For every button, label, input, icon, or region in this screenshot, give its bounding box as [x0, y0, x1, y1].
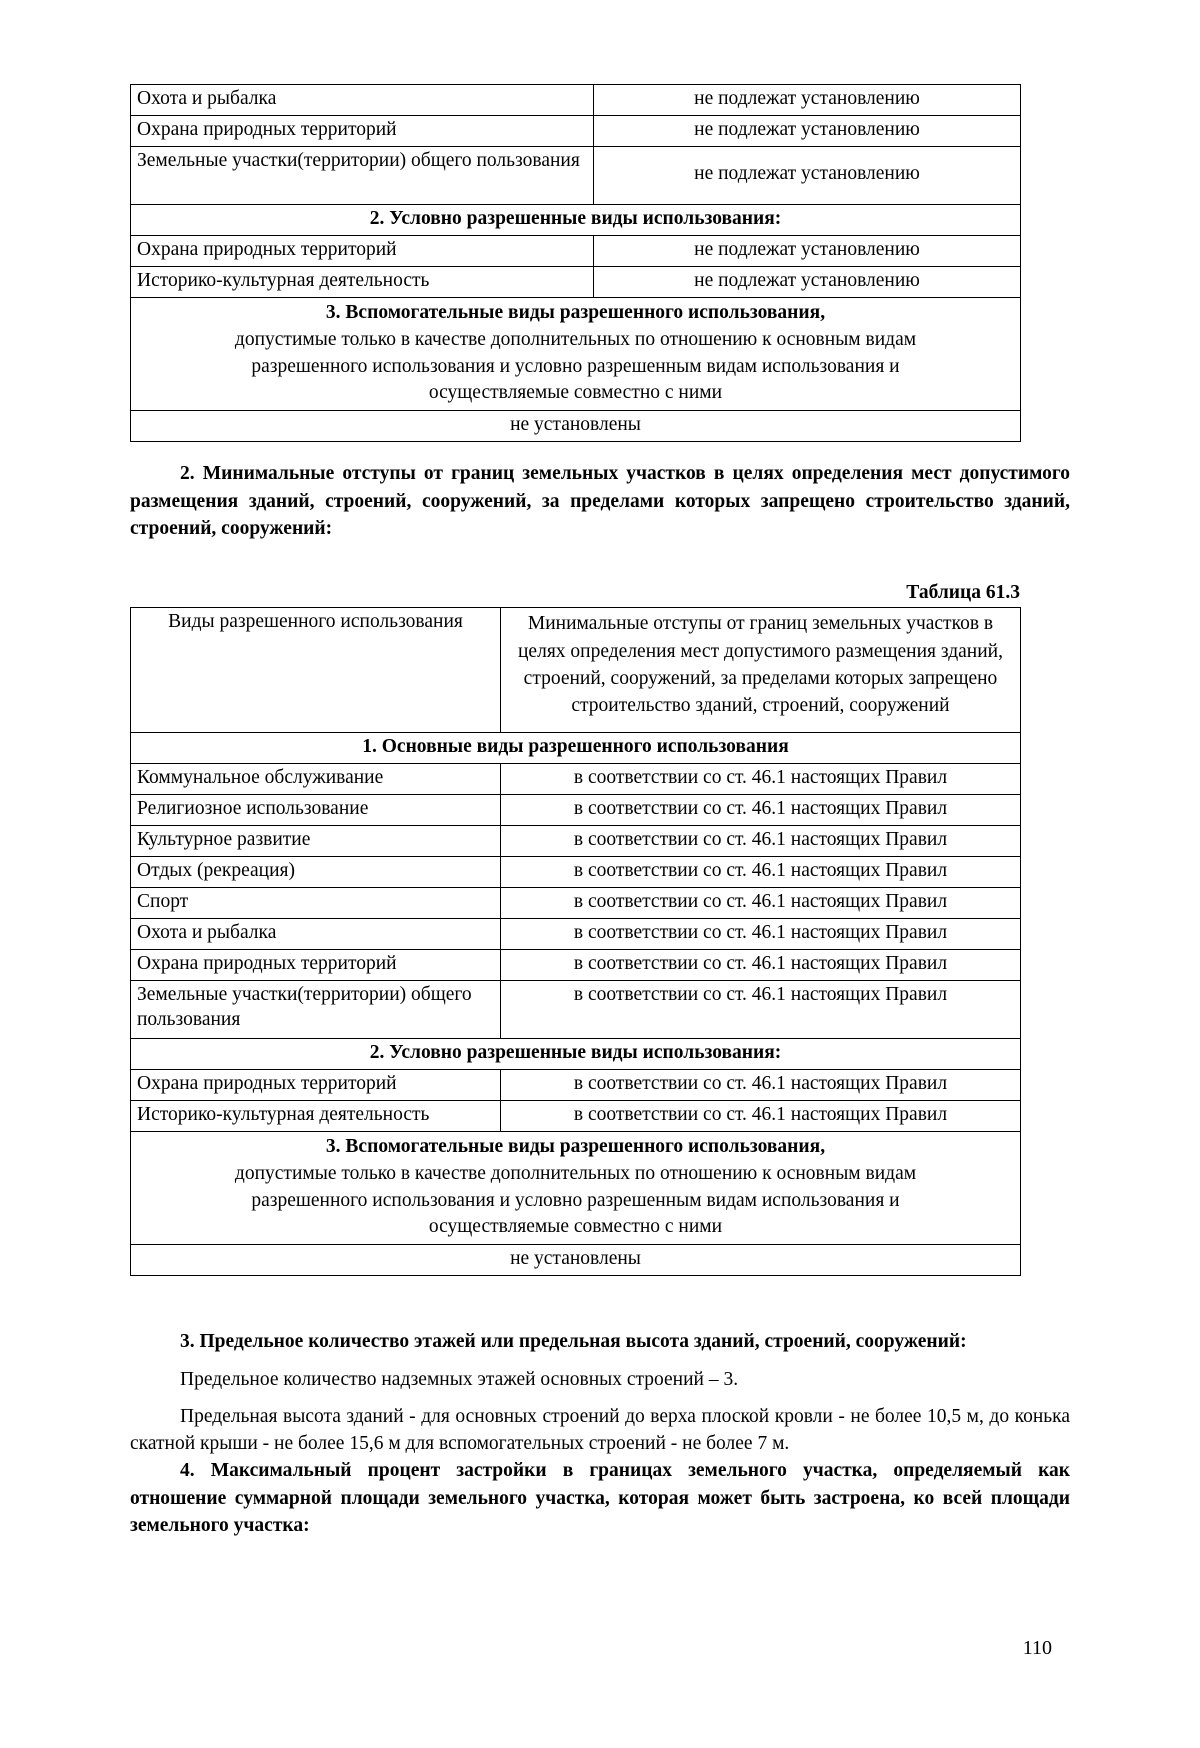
- use-type-cell: Охота и рыбалка: [131, 918, 501, 949]
- use-type-cell: Охрана природных территорий: [131, 949, 501, 980]
- table-row: [131, 1069, 1021, 1100]
- paragraph-text: 4. Максимальный процент застройки в границах земельного участка, определяемый как отношение суммарной площади земельного участка, которая может быть застроена, ко всей площади земельного участка:: [130, 1460, 1070, 1537]
- table-row: [131, 85, 1021, 116]
- use-type-cell: Спорт: [131, 888, 501, 919]
- table-row: [131, 949, 1021, 980]
- paragraph-text: 3. Предельное количество этажей или предельная высота зданий, строений, сооружений:: [180, 1331, 967, 1353]
- use-type-cell: Охота и рыбалка: [131, 85, 594, 116]
- use-value-cell: в соответствии со ст. 46.1 настоящих Правил: [501, 795, 1021, 826]
- table-row: [131, 795, 1021, 826]
- table-row: [131, 1245, 1021, 1276]
- table-header-row: [131, 608, 1021, 733]
- column-header-use-type: Виды разрешенного использования: [131, 608, 501, 733]
- auxiliary-value: не установлены: [131, 1245, 1021, 1276]
- paragraph-text: Предельная высота зданий - для основных строений до верха плоской кровли - не более 10,5 м, до конька скатной крыши - не более 15,6 м для вспомогательных строений - не более 7 м.: [130, 1405, 1070, 1455]
- use-value-cell: в соответствии со ст. 46.1 настоящих Правил: [501, 888, 1021, 919]
- auxiliary-title: 3. Вспомогательные виды разрешенного использования,: [325, 301, 826, 323]
- table-row: [131, 266, 1021, 297]
- auxiliary-value: не установлены: [131, 411, 1021, 442]
- auxiliary-line: разрешенного использования и условно разрешенным видам использования и: [251, 355, 900, 377]
- table-row: [131, 980, 1021, 1038]
- table-row: [131, 235, 1021, 266]
- use-type-cell: Охрана природных территорий: [131, 235, 594, 266]
- use-type-cell: Коммунальное обслуживание: [131, 764, 501, 795]
- table-caption-61-3: Таблица 61.3: [906, 582, 1020, 604]
- auxiliary-line: допустимые только в качестве дополнительных по отношению к основным видам: [234, 1162, 917, 1184]
- table-section-row: [131, 204, 1021, 235]
- table-row: [131, 764, 1021, 795]
- use-value-cell: в соответствии со ст. 46.1 настоящих Правил: [501, 918, 1021, 949]
- use-type-cell: Культурное развитие: [131, 826, 501, 857]
- use-type-cell: Отдых (рекреация): [131, 857, 501, 888]
- auxiliary-line: разрешенного использования и условно разрешенным видам использования и: [251, 1189, 900, 1211]
- table-row: [131, 857, 1021, 888]
- use-value-cell: в соответствии со ст. 46.1 настоящих Правил: [501, 764, 1021, 795]
- table-row: [131, 1100, 1021, 1131]
- use-value-cell: в соответствии со ст. 46.1 настоящих Правил: [501, 826, 1021, 857]
- table-section-row: [131, 1131, 1021, 1245]
- section-heading-conditional: 2. Условно разрешенные виды использования:: [131, 204, 1021, 235]
- use-value-cell: не подлежат установлению: [594, 85, 1021, 116]
- section-heading-auxiliary: [131, 297, 1021, 411]
- use-value-cell: в соответствии со ст. 46.1 настоящих Правил: [501, 857, 1021, 888]
- page-number: 110: [1022, 1637, 1052, 1659]
- use-type-cell: Земельные участки(территории) общего пользования: [131, 980, 501, 1038]
- section-heading-auxiliary: [131, 1131, 1021, 1245]
- auxiliary-line: осуществляемые совместно с ними: [428, 1216, 723, 1238]
- table-row: [131, 115, 1021, 146]
- table-row: [131, 146, 1021, 204]
- paragraph-max-coverage-title: [130, 1457, 1070, 1539]
- table-section-row: [131, 297, 1021, 411]
- paragraph-max-height-body: [130, 1403, 1070, 1458]
- table-row: [131, 411, 1021, 442]
- use-value-cell: не подлежат установлению: [594, 115, 1021, 146]
- use-type-cell: Историко-культурная деятельность: [131, 266, 594, 297]
- paragraph-max-floors-body: [130, 1366, 1070, 1393]
- minimum-setbacks-table: [130, 607, 1021, 1276]
- paragraph-minimum-setbacks: [130, 460, 1070, 542]
- use-value-cell: не подлежат установлению: [594, 146, 1021, 204]
- use-type-cell: Охрана природных территорий: [131, 115, 594, 146]
- table-row: [131, 918, 1021, 949]
- use-value-cell: не подлежат установлению: [594, 235, 1021, 266]
- use-value-cell: в соответствии со ст. 46.1 настоящих Правил: [501, 949, 1021, 980]
- use-value-cell: в соответствии со ст. 46.1 настоящих Правил: [501, 1100, 1021, 1131]
- auxiliary-line: осуществляемые совместно с ними: [428, 382, 723, 404]
- auxiliary-line: допустимые только в качестве дополнительных по отношению к основным видам: [234, 328, 917, 350]
- table-row: [131, 826, 1021, 857]
- paragraph-max-floors-title: [130, 1328, 1070, 1355]
- table-row: [131, 888, 1021, 919]
- use-type-cell: Земельные участки(территории) общего пользования: [131, 146, 594, 204]
- use-type-cell: Религиозное использование: [131, 795, 501, 826]
- use-value-cell: в соответствии со ст. 46.1 настоящих Правил: [501, 980, 1021, 1038]
- table-section-row: [131, 1038, 1021, 1069]
- use-value-cell: не подлежат установлению: [594, 266, 1021, 297]
- paragraph-text: 2. Минимальные отступы от границ земельных участков в целях определения мест допустимого размещения зданий, строений, сооружений, за пределами которых запрещено строительство зданий, строений, сооружений:: [130, 463, 1070, 539]
- use-type-cell: Историко-культурная деятельность: [131, 1100, 501, 1131]
- section-heading-conditional: 2. Условно разрешенные виды использования:: [131, 1038, 1021, 1069]
- table-section-row: [131, 733, 1021, 764]
- use-type-cell: Охрана природных территорий: [131, 1069, 501, 1100]
- permitted-uses-table-continued: [130, 84, 1021, 442]
- use-value-cell: в соответствии со ст. 46.1 настоящих Правил: [501, 1069, 1021, 1100]
- paragraph-text: Предельное количество надземных этажей основных строений – 3.: [180, 1368, 739, 1390]
- auxiliary-title: 3. Вспомогательные виды разрешенного использования,: [325, 1135, 826, 1157]
- section-heading-main: 1. Основные виды разрешенного использования: [131, 733, 1021, 764]
- column-header-setbacks: Минимальные отступы от границ земельных участков в целях определения мест допустимого размещения зданий, строений, сооружений, за пределами которых запрещено строительство зданий, строений, сооружений: [501, 608, 1021, 733]
